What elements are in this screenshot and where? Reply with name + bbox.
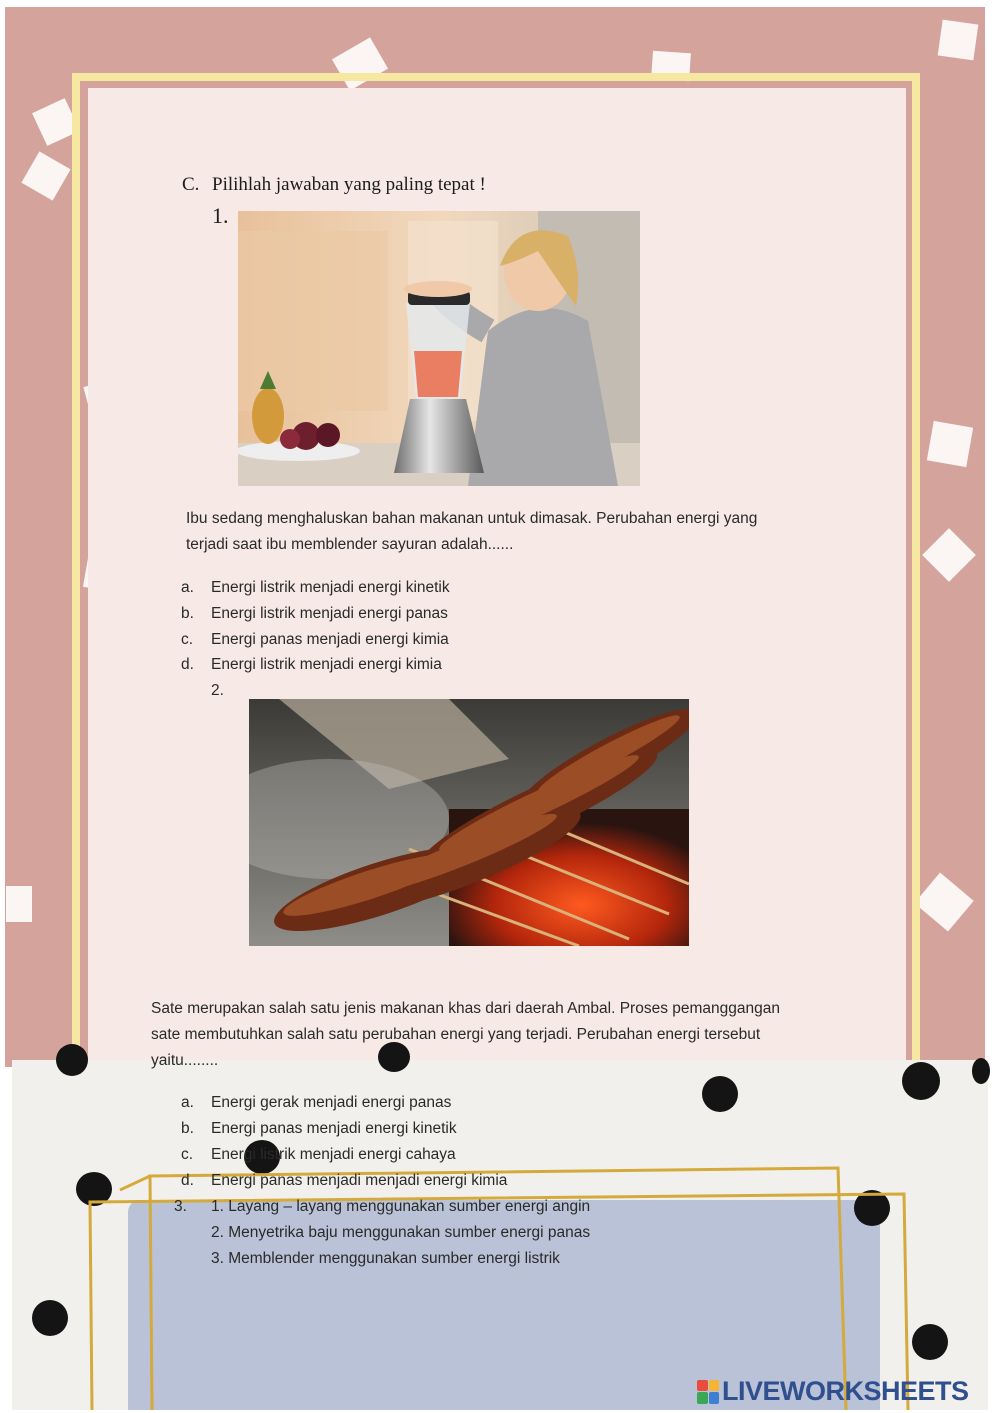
q3-number: 3. (174, 1198, 187, 1215)
q1-option-d[interactable]: Energi listrik menjadi energi kimia (211, 656, 442, 673)
q2-option-b[interactable]: Energi panas menjadi energi kinetik (211, 1120, 457, 1137)
q2-option-c[interactable]: Energi listrik menjadi energi cahaya (211, 1146, 456, 1163)
q2-option-b-letter: b. (181, 1120, 194, 1137)
section-heading: Pilihlah jawaban yang paling tepat ! (212, 174, 486, 195)
q1-option-d-letter: d. (181, 656, 194, 673)
q1-text-line1: Ibu sedang menghaluskan bahan makanan untuk dimasak. Perubahan energi yang (186, 510, 758, 527)
q2-text-line3: yaitu........ (151, 1052, 219, 1069)
section-letter: C. (182, 174, 200, 195)
satay-grilling-photo (249, 699, 689, 946)
q2-text-line2: sate membutuhkan salah satu perubahan energi yang terjadi. Perubahan energi tersebut (151, 1026, 761, 1043)
liveworksheets-logo[interactable] (697, 1376, 969, 1407)
q1-option-a[interactable]: Energi listrik menjadi energi kinetik (211, 579, 450, 596)
q2-option-d[interactable]: Energi panas menjadi menjadi energi kimia (211, 1172, 508, 1189)
q3-statement-3: 3. Memblender menggunakan sumber energi listrik (211, 1250, 560, 1267)
brand-name: LIVEWORKSHEETS (722, 1376, 969, 1406)
q2-option-d-letter: d. (181, 1172, 194, 1189)
q2-number: 2. (211, 682, 224, 699)
q1-option-b-letter: b. (181, 605, 194, 622)
liveworksheets-logo-icon (697, 1380, 719, 1404)
q2-option-a[interactable]: Energi gerak menjadi energi panas (211, 1094, 452, 1111)
q1-option-c[interactable]: Energi panas menjadi energi kimia (211, 631, 449, 648)
q3-statement-1: 1. Layang – layang menggunakan sumber energi angin (211, 1198, 591, 1215)
q2-option-c-letter: c. (181, 1146, 194, 1163)
q1-option-a-letter: a. (181, 579, 194, 596)
q2-option-a-letter: a. (181, 1094, 194, 1111)
q1-option-b[interactable]: Energi listrik menjadi energi panas (211, 605, 448, 622)
woman-using-blender-photo (238, 211, 640, 486)
q1-number: 1. (212, 203, 229, 228)
q1-text-line2: terjadi saat ibu memblender sayuran adalah...... (186, 536, 514, 553)
q3-statement-2: 2. Menyetrika baju menggunakan sumber energi panas (211, 1224, 591, 1241)
q2-text-line1: Sate merupakan salah satu jenis makanan khas dari daerah Ambal. Proses pemanggangan (151, 1000, 781, 1017)
q1-option-c-letter: c. (181, 631, 194, 648)
